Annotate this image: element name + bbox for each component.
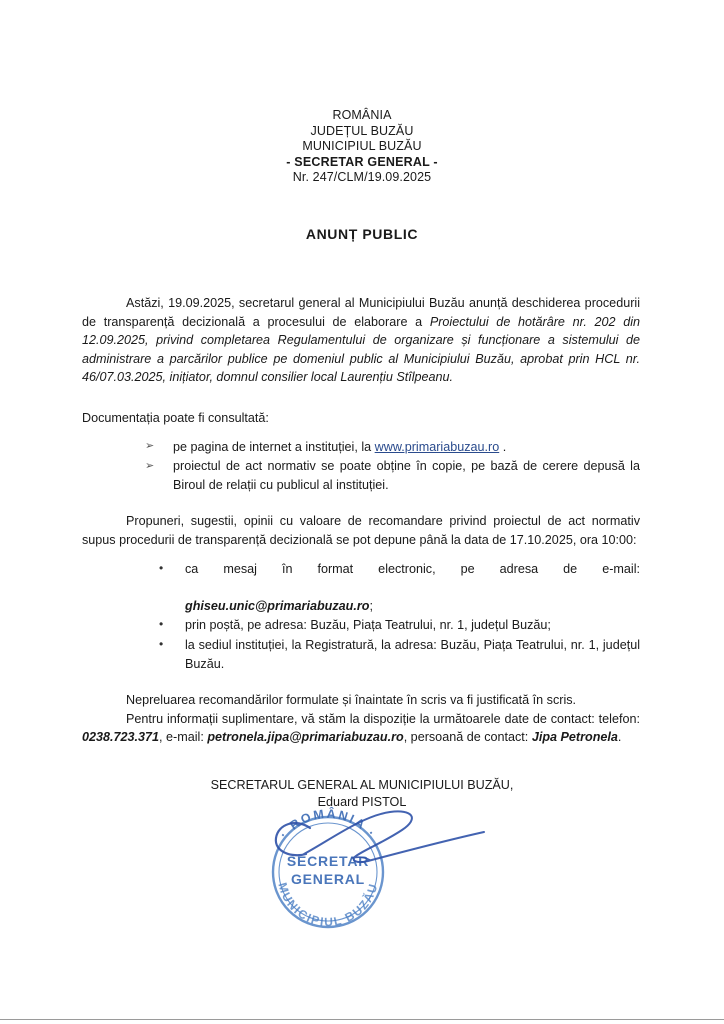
list-item <box>157 560 640 616</box>
letterhead-country: ROMÂNIA <box>332 108 392 122</box>
list-item <box>145 438 640 457</box>
seal-bottom-text <box>275 881 380 929</box>
seal-rings <box>273 817 383 930</box>
signatory-name: Eduard PISTOL <box>317 795 407 809</box>
documentation-lead: Documentația poate fi consultată: <box>82 410 269 425</box>
letterhead <box>0 108 724 186</box>
contact-phone: 0238.723.371 <box>82 730 160 745</box>
submission-item-2-text: la sediul instituției, la Registratură, la adresa: Buzău, Piața Teatrului, nr. 1, județul Buzău. <box>185 637 640 671</box>
documentation-list <box>145 438 640 495</box>
list-item <box>157 616 640 635</box>
page-title: ANUNȚ PUBLIC <box>305 226 419 242</box>
signatory-role: SECRETARUL GENERAL AL MUNICIPIULUI BUZĂU, <box>210 778 514 792</box>
list-item <box>157 636 640 673</box>
document-body <box>82 294 640 747</box>
page-bottom-rule <box>0 1019 724 1020</box>
contact-note: Nepreluarea recomandărilor formulate și înaintate în scris va fi justificată în scris. <box>126 693 577 708</box>
letterhead-municipality: MUNICIPIUL BUZĂU <box>302 139 422 153</box>
svg-text:MUNICIPIUL BUZĂU: MUNICIPIUL BUZĂU <box>275 880 381 930</box>
documentation-item-0-text: pe pagina de internet a instituției, la <box>173 439 375 454</box>
list-item <box>145 457 640 494</box>
official-seal-stamp <box>252 800 512 940</box>
submission-item-1-text: prin poștă, pe adresa: Buzău, Piața Teatrului, nr. 1, județul Buzău; <box>185 618 551 633</box>
svg-text:SECRETAR: SECRETAR <box>286 853 370 869</box>
svg-text:GENERAL: GENERAL <box>290 871 366 887</box>
letterhead-county: JUDEȚUL BUZĂU <box>310 123 414 138</box>
documentation-item-0-suffix: . <box>499 439 507 454</box>
paragraph-announcement-lead: Astăzi, 19.09.2025, secretarul general al Municipiului Buzău anunță deschiderea procedurii de transparență decizională a procesului de elaborare a <box>82 296 640 329</box>
submission-email: ghiseu.unic@primariabuzau.ro <box>185 598 370 613</box>
submission-item-0-text: • ca mesaj în format electronic, pe adresa de e-mail: <box>185 561 640 576</box>
paragraph-submission-deadline: Propuneri, sugestii, opinii cu valoare de recomandare privind proiectul de act normativ supus procedurii de transparență decizională se pot depune până la data de 17.10.2025, ora 10:00: <box>82 514 640 547</box>
contact-intro: Pentru informații suplimentare, vă stăm la dispoziție la următoarele date de contact: telefon: <box>126 711 640 726</box>
paragraph-announcement <box>82 294 640 387</box>
website-link[interactable]: www.primariabuzau.ro <box>374 439 500 454</box>
letterhead-registration-number: Nr. 247/CLM/19.09.2025 <box>292 170 432 184</box>
submission-channel-list <box>157 560 640 674</box>
contact-person-name: Jipa Petronela <box>531 730 618 745</box>
seal-top-text <box>277 806 380 841</box>
paragraph-contact <box>82 691 640 710</box>
svg-text:· ROMÂNIA ·: · ROMÂNIA · <box>276 806 380 842</box>
contact-period: . <box>617 730 622 745</box>
contact-email: petronela.jipa@primariabuzau.ro <box>207 730 404 745</box>
contact-sep-1: , e-mail: <box>159 730 208 745</box>
contact-sep-2: , persoană de contact: <box>403 730 532 745</box>
submission-item-0-suffix: ; <box>369 598 373 613</box>
seal-center-text <box>287 853 369 887</box>
paragraph-contact-details <box>82 710 640 747</box>
documentation-item-1-text: proiectul de act normativ se poate obține în copie, pe bază de cerere depusă la Biroul de relații cu publicul al instituției. <box>173 459 640 492</box>
signature-block <box>0 777 724 811</box>
letterhead-department: - SECRETAR GENERAL - <box>286 154 438 169</box>
paragraph-announcement-project: Proiectului de hotărâre nr. 202 din 12.09.2025, privind completarea Regulamentului de organizare și funcționare a sistemului de administrare a parcărilor publice pe domeniul public al Municipiului Buzău, aprobat prin HCL nr. 46/07.03.2025, inițiator, domnul consilier local Laurențiu Stîlpeanu. <box>82 314 640 385</box>
handwritten-signature <box>276 811 484 862</box>
